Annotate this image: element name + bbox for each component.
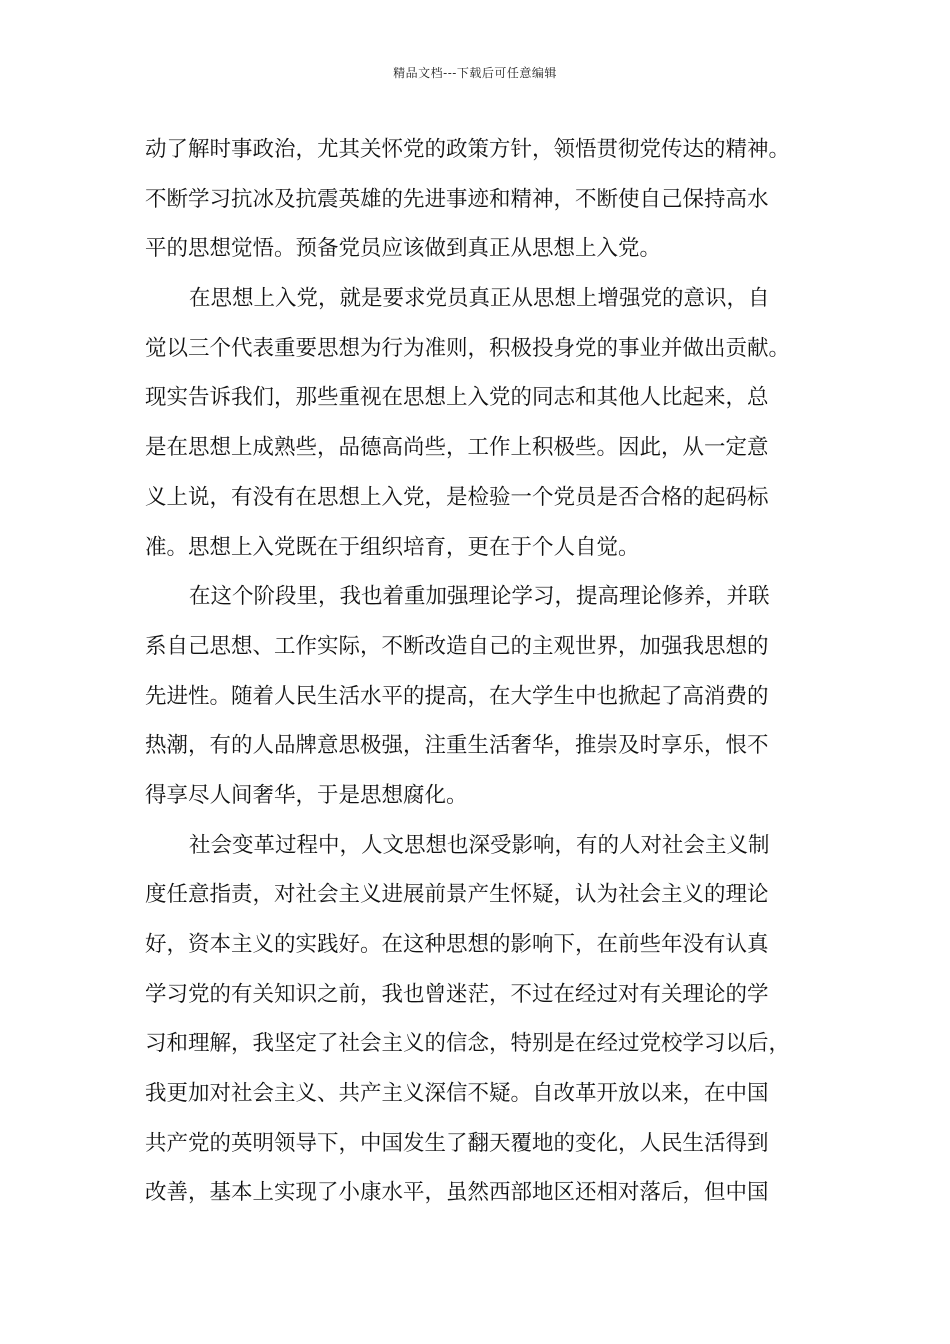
text-line: 好，资本主义的实践好。在这种思想的影响下，在前些年没有认真 xyxy=(145,932,769,957)
document-body xyxy=(145,128,807,1221)
text-line: 觉以三个代表重要思想为行为准则，积极投身党的事业并做出贡献。 xyxy=(145,335,791,361)
text-line: 在思想上入党，就是要求党员真正从思想上增强党的意识，自 xyxy=(189,286,770,312)
text-line: 社会变革过程中，人文思想也深受影响，有的人对社会主义制 xyxy=(189,832,770,858)
text-line: 得享尽人间奢华，于是思想腐化。 xyxy=(145,782,468,808)
text-line: 热潮，有的人品牌意思极强，注重生活奢华，推崇及时享乐，恨不 xyxy=(145,733,769,759)
text-line: 在这个阶段里，我也着重加强理论学习，提高理论修养，并联 xyxy=(189,584,770,610)
text-line: 平的思想觉悟。预备党员应该做到真正从思想上入党。 xyxy=(145,236,662,262)
text-line: 系自己思想、工作实际，不断改造自己的主观世界，加强我思想的 xyxy=(145,633,769,659)
text-line: 先进性。随着人民生活水平的提高，在大学生中也掀起了高消费的 xyxy=(145,683,769,709)
text-line: 学习党的有关知识之前，我也曾迷茫，不过在经过对有关理论的学 xyxy=(145,981,769,1007)
text-line: 习和理解，我坚定了社会主义的信念，特别是在经过党校学习以后， xyxy=(145,1031,791,1057)
text-line: 不断学习抗冰及抗震英雄的先进事迹和精神，不断使自己保持高水 xyxy=(145,186,769,212)
text-line: 度任意指责，对社会主义进展前景产生怀疑，认为社会主义的理论 xyxy=(145,882,769,908)
text-line: 我更加对社会主义、共产主义深信不疑。自改革开放以来，在中国 xyxy=(145,1081,769,1107)
page-header: 精品文档---下载后可任意编辑 xyxy=(393,66,557,80)
text-line: 改善，基本上实现了小康水平，虽然西部地区还相对落后，但中国 xyxy=(145,1180,769,1206)
text-line: 共产党的英明领导下，中国发生了翻天覆地的变化，人民生活得到 xyxy=(145,1130,769,1156)
text-line: 准。思想上入党既在于组织培育，更在于个人自觉。 xyxy=(145,534,640,560)
text-line: 动了解时事政治，尤其关怀党的政策方针，领悟贯彻党传达的精神。 xyxy=(145,137,791,162)
text-line: 现实告诉我们，那些重视在思想上入党的同志和其他人比起来，总 xyxy=(145,385,769,411)
text-line: 是在思想上成熟些，品德高尚些，工作上积极些。因此，从一定意 xyxy=(145,435,769,461)
text-line: 义上说，有没有在思想上入党，是检验一个党员是否合格的起码标 xyxy=(145,484,769,510)
